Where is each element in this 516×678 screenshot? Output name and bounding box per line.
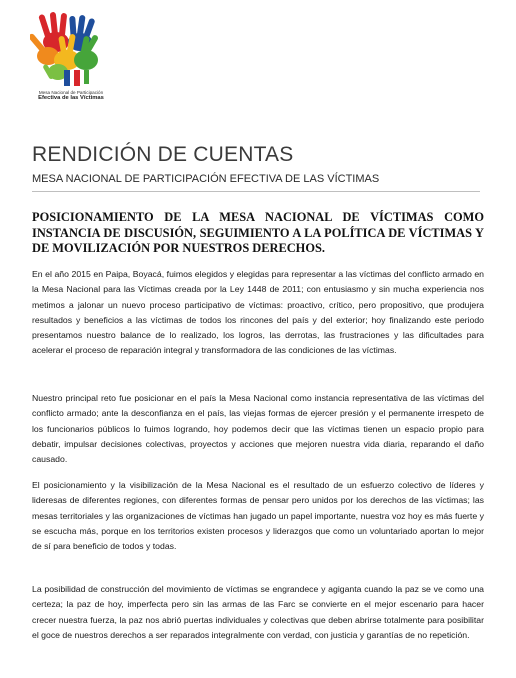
logo-caption — [30, 90, 112, 101]
paragraph-1: En el año 2015 en Paipa, Boyacá, fuimos elegidos y elegidas para representar a las víctimas del conflicto armado en la Mesa Nacional para las Víctimas creada por la Ley 1448 de 2011; con entusiasmo y sin mucha experiencia nos metimos a jalonar un nuevo proceso participativo de víctimas: proactivo, crítico, pero propositivo, que produjera resultados y beneficios a las víctimas de todos los rincones del país y del exterior; hoy finalizando este periodo presentamos nuestro balance de lo realizado, los logros, las derrotas, las frustraciones y las dificultades para acelerar el proceso de reparación integral y transformadora de las condiciones de las víctimas. — [32, 269, 484, 356]
logo-caption-line1: Mesa Nacional de Participación — [38, 90, 104, 95]
logo — [30, 10, 112, 118]
paragraph-2: Nuestro principal reto fue posicionar en el país la Mesa Nacional como instancia representativa de las víctimas del conflicto armado; ante la desconfianza en el país, las viejas formas de ejercer presión y el permanente irrespeto de los funcionarios públicos lo fuimos logrando, hoy podemos decir que las víctimas tienen un espacio propio para debatir, impulsar decisiones colectivas, proyectos y acciones que mejoren nuestra vida diaria, reparando el daño causado. — [32, 393, 484, 465]
hands-logo-icon — [30, 10, 112, 90]
paragraph-4: La posibilidad de construcción del movimiento de víctimas se engrandece y agiganta cuando la paz se ve como una certeza; la paz de hoy, imperfecta pero sin las armas de las Farc se convierte en el mejor escenario para hacer crecer nuestra fuerza, la paz nos abrió puertas individuales y colectivas que deben abrirse totalmente para posibilitar el goce de nuestros derechos a ser reparados integralmente con verdad, con justicia y garantías de no repetición. — [32, 584, 484, 640]
section-heading: POSICIONAMIENTO DE LA MESA NACIONAL DE VÍCTIMAS COMO INSTANCIA DE DISCUSIÓN, SEGUIMIENTO A LA POLÍTICA DE VÍCTIMAS Y DE MOVILIZACIÓN POR NUESTROS DERECHOS. — [32, 210, 484, 255]
page-subtitle: MESA NACIONAL DE PARTICIPACIÓN EFECTIVA DE LAS VÍCTIMAS — [32, 173, 380, 185]
logo-caption-line2: Efectiva de las Víctimas — [38, 95, 104, 102]
paragraph-3: El posicionamiento y la visibilización de la Mesa Nacional es el resultado de un esfuerzo colectivo de líderes y lideresas de diferentes regiones, con diferentes formas de pensar pero unidos por los derechos de las víctimas; las mesas territoriales y las organizaciones de víctimas han jugado un papel importante, nuestra voz hoy es más fuerte y se escucha más, porque en los territorios existen procesos y liderazgos que como un voluntariado aportan lo mejor de sí para beneficio de todos y todas. — [32, 480, 484, 552]
title-divider — [32, 191, 480, 192]
page-title: RENDICIÓN DE CUENTAS — [32, 143, 294, 166]
